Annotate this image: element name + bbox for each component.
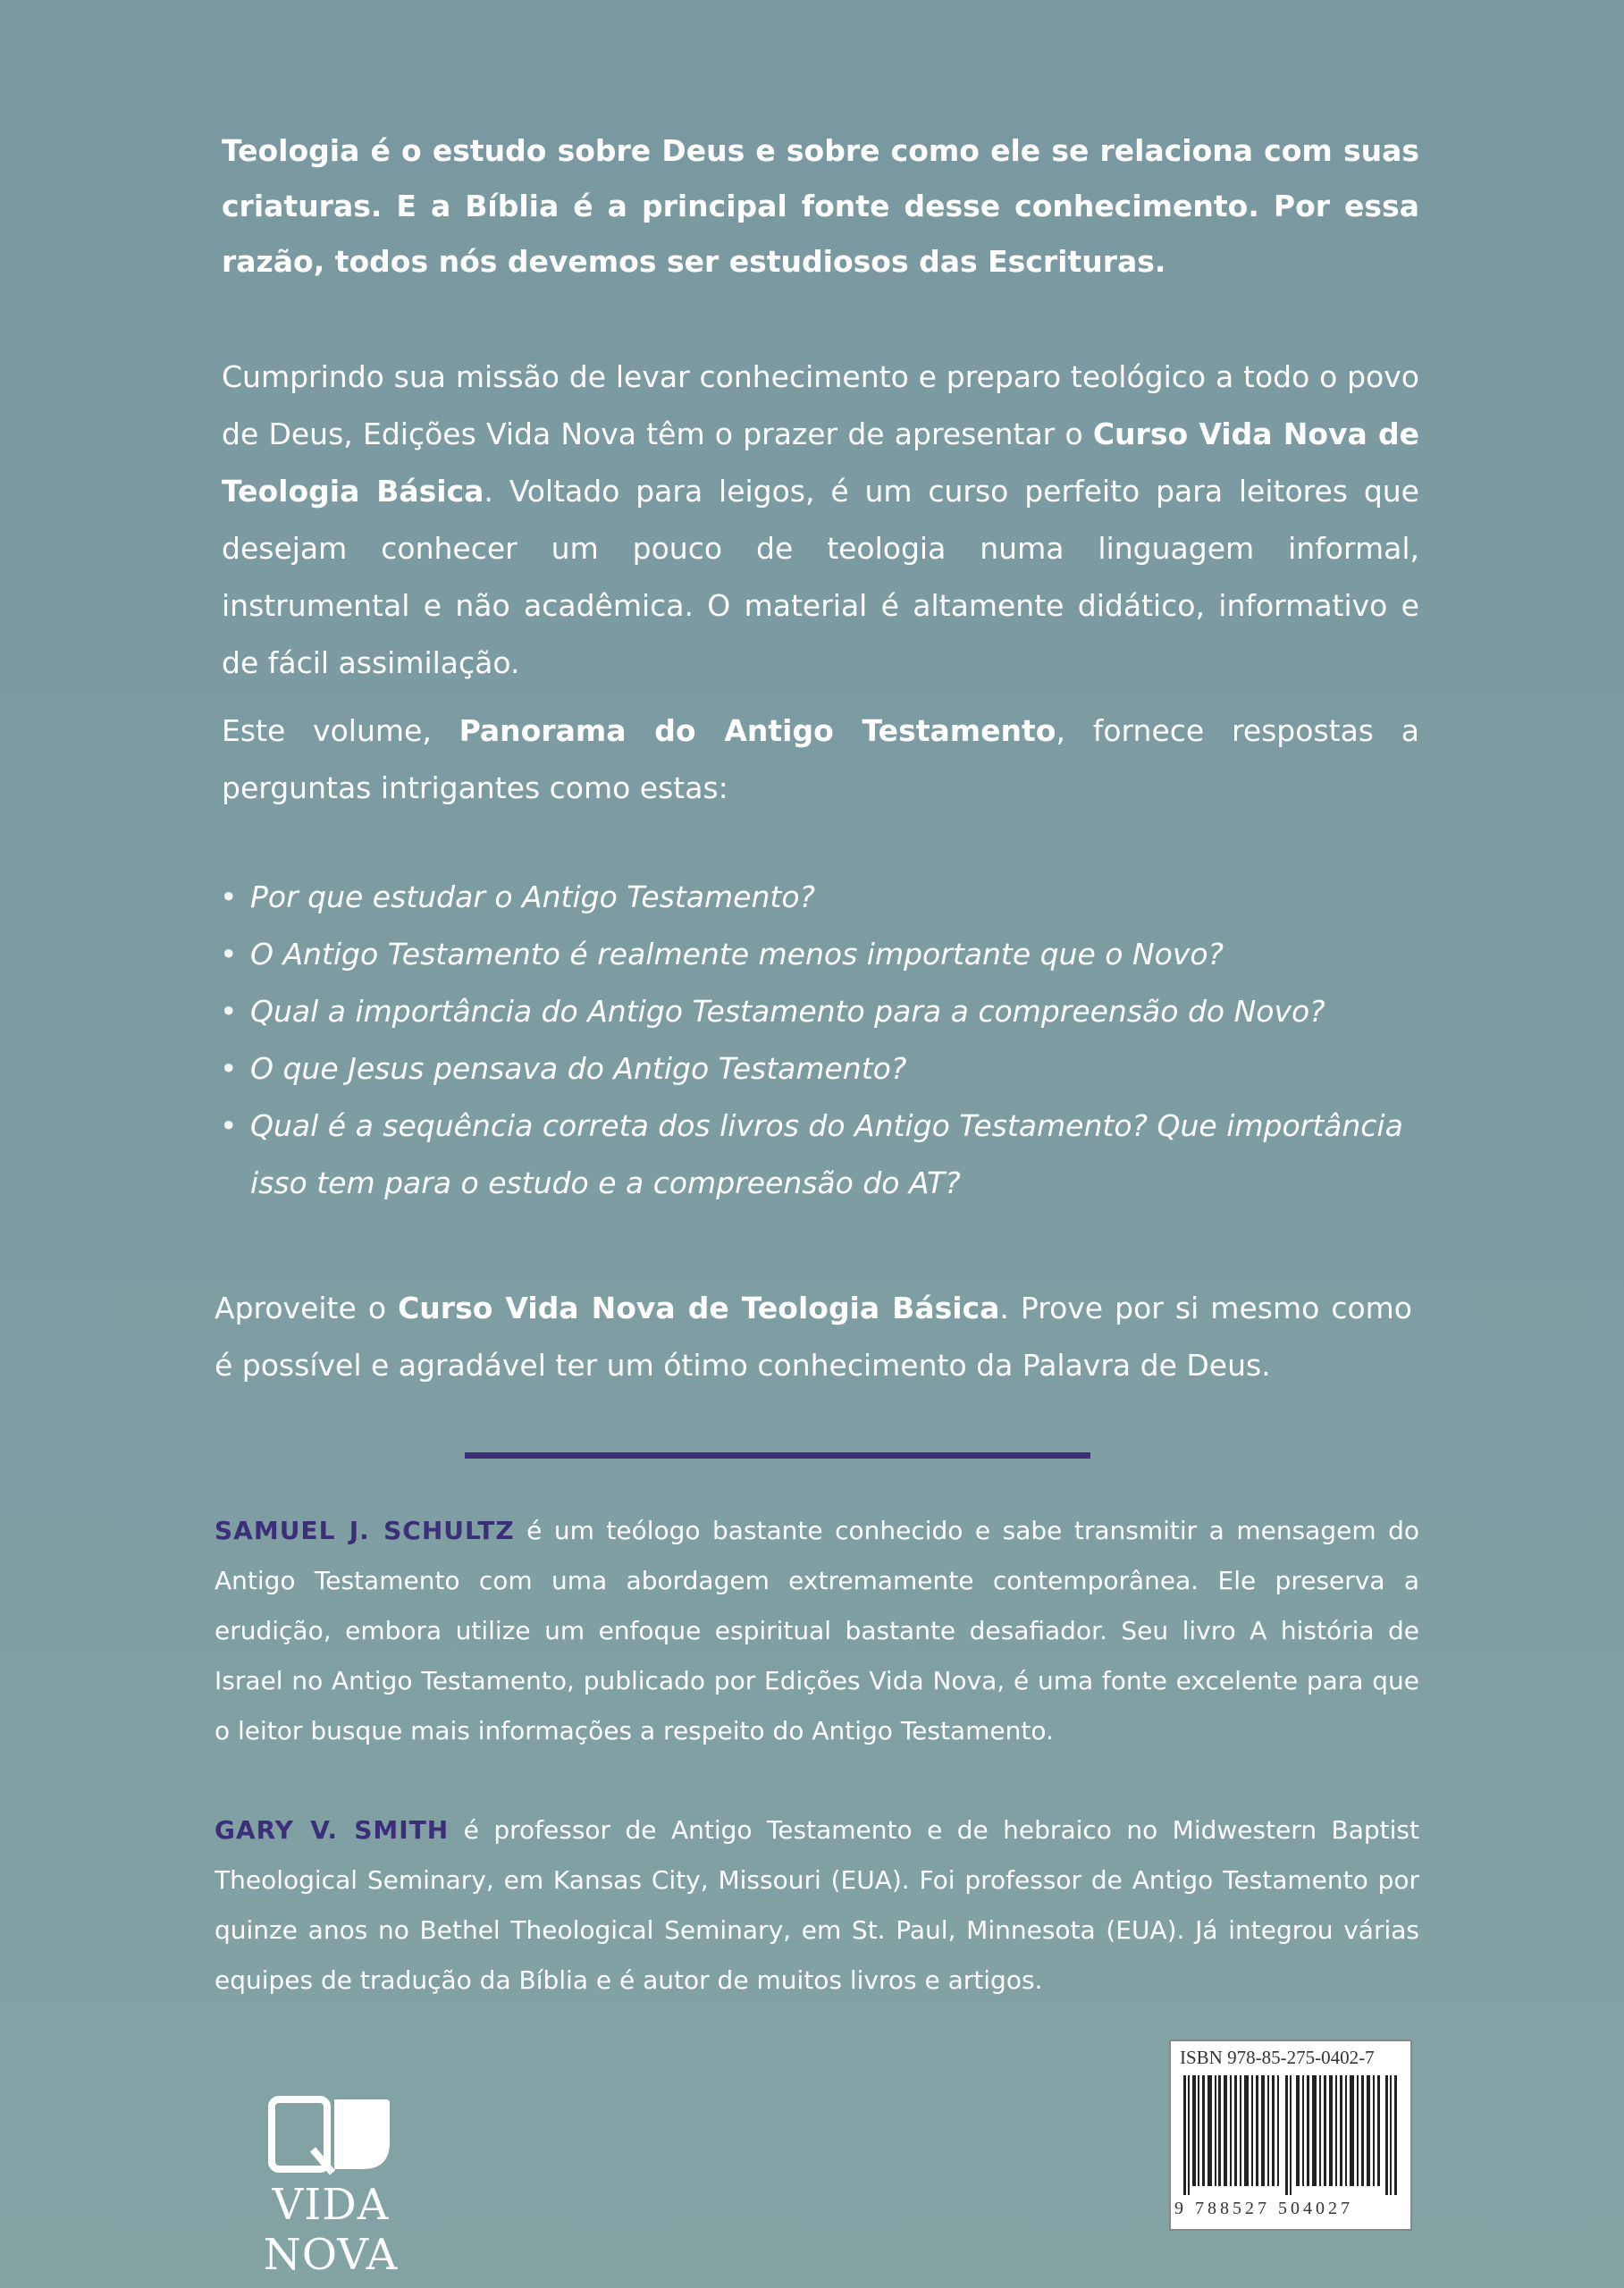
question-text: O Antigo Testamento é realmente menos importante que o Novo? xyxy=(250,937,1224,972)
course-name: Curso Vida Nova de Teologia Básica xyxy=(398,1291,1000,1325)
barcode-digits: 9 788527 504027 xyxy=(1174,2199,1353,2218)
divider xyxy=(465,1452,1090,1459)
author-bio-schultz xyxy=(215,1506,1419,1756)
bullet-icon: • xyxy=(220,1051,238,1086)
question-text: Por que estudar o Antigo Testamento? xyxy=(250,879,816,914)
questions-list xyxy=(215,869,1430,1212)
course-name: Curso Vida Nova de Teologia Básica xyxy=(222,416,1419,509)
author-name: SAMUEL J. SCHULTZ xyxy=(215,1516,515,1545)
bullet-icon: • xyxy=(220,879,238,914)
lead-paragraph: Teologia é o estudo sobre Deus e sobre como ele se relaciona com suas criaturas. E a Bíblia é a principal fonte desse conhecimento. Por essa razão, todos nós devemos ser estudiosos das Escrituras. xyxy=(222,133,1419,279)
publisher-logo-icon xyxy=(268,2096,393,2176)
volume-text-1: Este volume, xyxy=(222,713,459,748)
list-item xyxy=(215,983,1430,1040)
question-text: Qual é a sequência correta dos livros do Antigo Testamento? Que importância isso tem para o estudo e a compreensão do AT? xyxy=(250,1108,1403,1200)
bullet-icon: • xyxy=(220,994,238,1029)
publisher-name: VIDA NOVA xyxy=(263,2180,399,2280)
list-item xyxy=(215,926,1430,983)
volume-title: Panorama do Antigo Testamento xyxy=(459,713,1056,748)
bullet-icon: • xyxy=(220,1108,238,1143)
author-name: GARY V. SMITH xyxy=(215,1815,450,1845)
intro-paragraph xyxy=(222,349,1419,692)
intro-text-1: Cumprindo sua missão de levar conhecimento e preparo teológico a todo o povo de Deus, Edições Vida Nova têm o prazer de apresentar o xyxy=(222,359,1419,451)
author-bio-smith xyxy=(215,1805,1419,2006)
question-text: Qual a importância do Antigo Testamento para a compreensão do Novo? xyxy=(250,994,1325,1029)
volume-paragraph xyxy=(222,702,1419,817)
closing-paragraph xyxy=(215,1280,1412,1394)
list-item xyxy=(215,1040,1430,1098)
author-bio-text: é um teólogo bastante conhecido e sabe transmitir a mensagem do Antigo Testamento com uma abordagem extremamente contemporânea. Ele preserva a erudição, embora utilize um enfoque espiritual bastante desafiador. Seu livro A história de Israel no Antigo Testamento, publicado por Edições Vida Nova, é uma fonte excelente para que o leitor busque mais informações a respeito do Antigo Testamento. xyxy=(215,1516,1420,1745)
list-item xyxy=(215,1098,1430,1212)
barcode xyxy=(1169,2040,1412,2231)
isbn-label: ISBN 978-85-275-0402-7 xyxy=(1180,2047,1375,2068)
list-item xyxy=(215,869,1430,926)
closing-text-1: Aproveite o xyxy=(215,1291,399,1325)
publisher-logo xyxy=(201,2096,460,2280)
volume-text-2: , fornece respostas a perguntas intrigantes como estas: xyxy=(222,713,1419,805)
bullet-icon: • xyxy=(220,937,238,972)
barcode-icon xyxy=(1183,2075,1398,2195)
intro-text-2: . Voltado para leigos, é um curso perfeito para leitores que desejam conhecer um pouco de teologia numa linguagem informal, instrumental e não acadêmica. O material é altamente didático, informativo e de fácil assimilação. xyxy=(222,474,1419,680)
question-text: O que Jesus pensava do Antigo Testamento? xyxy=(250,1051,907,1086)
author-bio-text: é professor de Antigo Testamento e de hebraico no Midwestern Baptist Theological Seminary, em Kansas City, Missouri (EUA). Foi professor de Antigo Testamento por quinze anos no Bethel Theological Seminary, em St. Paul, Minnesota (EUA). Já integrou várias equipes de tradução da Bíblia e é autor de muitos livros e artigos. xyxy=(215,1815,1419,1995)
closing-text-2: . Prove por si mesmo como é possível e agradável ter um ótimo conhecimento da Palavra de Deus. xyxy=(215,1291,1412,1383)
